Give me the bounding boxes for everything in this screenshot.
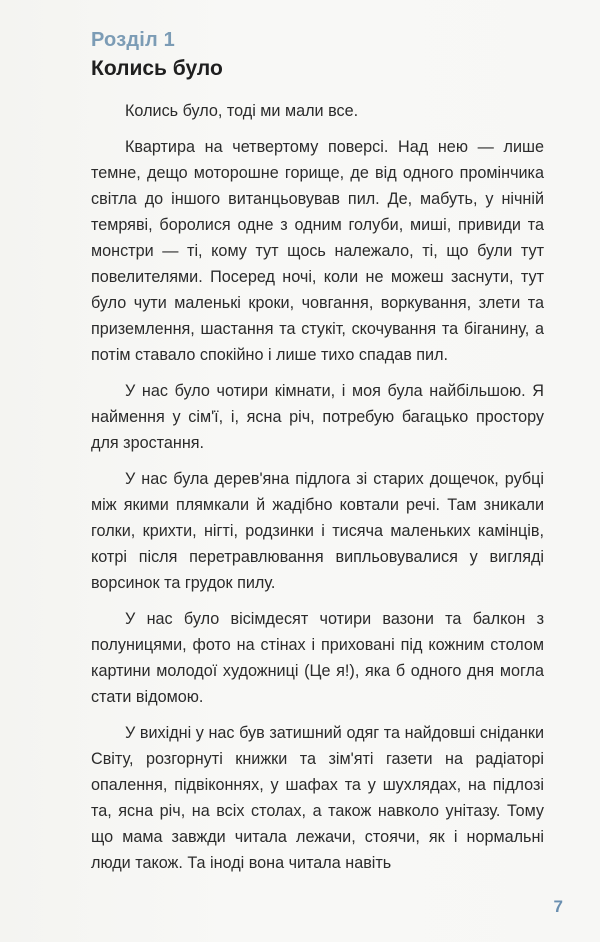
- paragraph: Колись було, тоді ми мали все.: [125, 102, 359, 120]
- paragraph: У нас була дерев'яна підлога зі старих дощечок, рубці між якими плямкали й жадібно ковтали речі. Там зникали голки, крихти, нігті, родзинки і тисяча маленьких камінців, котрі після перетравлювання випльовувалися у вигляді ворсинок та грудок пилу.: [91, 470, 544, 592]
- paragraph: Квартира на четвертому поверсі. Над нею — лише темне, дещо моторошне горище, де від одного промінчика світла до іншого витанцьовував пил. Де, мабуть, у нічній темряві, боролися одне з одним голуби, миші, привиди та монстри — ті, кому тут щось належало, ті, що були тут повелителями. Посеред ночі, коли не можеш заснути, тут було чути маленькі кроки, човгання, воркування, злети та приземлення, шастання та стукіт, скочування та біганину, а потім ставало спокійно і лише тихо спадав пил.: [91, 138, 544, 364]
- page-number: 7: [553, 897, 563, 916]
- paragraph: У вихідні у нас був затишний одяг та найдовші сніданки Світу, розгорнуті книжки та зім'яті газети на радіаторі опалення, підвіконнях, у шафах та у шухлядах, на підлозі та, ясна річ, на всіх столах, а також навколо унітазу. Тому що мама завжди читала лежачи, стоячи, як і нормальні люди також. Та іноді вона читала навіть: [91, 724, 544, 872]
- chapter-title: Колись було: [91, 57, 223, 80]
- paragraph: У нас було вісімдесят чотири вазони та балкон з полуницями, фото на стінах і приховані під кожним столом картини молодої художниці (Це я!), яка б одного дня могла стати відомою.: [91, 610, 544, 706]
- paragraph: У нас було чотири кімнати, і моя була найбільшою. Я наймення у сім'ї, і, ясна річ, потребую багацько простору для зростання.: [91, 382, 544, 452]
- body-text: [91, 98, 544, 886]
- chapter-label: Розділ 1: [91, 29, 175, 51]
